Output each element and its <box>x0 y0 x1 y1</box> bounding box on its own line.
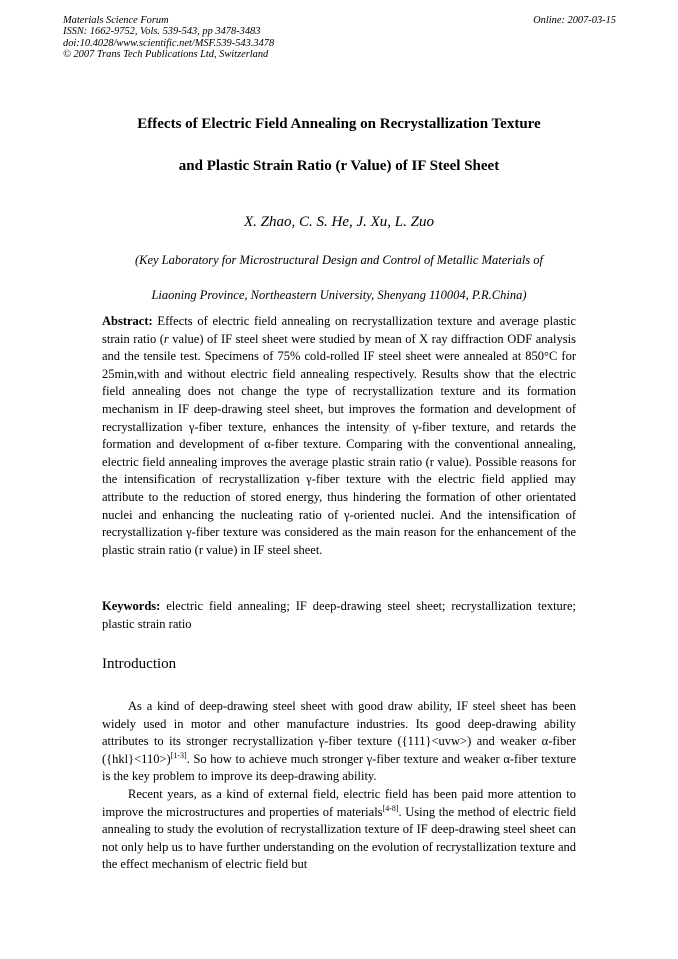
r-symbol: r <box>163 331 169 346</box>
citation-1-3: [1-3] <box>170 750 187 760</box>
abstract-text-1: Effects of electric field annealing on recrystallization texture and average plastic strain ratio ( <box>102 314 576 346</box>
keywords-text: electric field annealing; IF deep-drawing steel sheet; recrystallization texture; plastic strain ratio <box>102 599 576 631</box>
publication-header <box>63 15 274 61</box>
abstract-label: Abstract: <box>102 314 153 328</box>
journal-name: Materials Science Forum <box>63 15 169 26</box>
online-date: Online: 2007-03-15 <box>533 15 616 26</box>
keywords <box>102 598 576 633</box>
intro-p1-text-a: As a kind of deep-drawing steel sheet with good draw ability, IF steel sheet has been widely used in motor and other manufacture industries. Its good deep-drawing ability attributes to its stronger recrystallization γ-fiber texture ({111}<uvw>) and weaker α-fiber ({hkl}<110>) <box>102 699 576 766</box>
doi-line: doi:10.4028/www.scientific.net/MSF.539-543.3478 <box>63 37 275 49</box>
introduction-body <box>102 698 576 874</box>
affiliation-line-1: (Key Laboratory for Microstructural Design and Control of Metallic Materials of <box>134 253 544 267</box>
abstract-text-2: value) of IF steel sheet were studied by mean of X ray diffraction ODF analysis and the tensile test. Specimens of 75% cold-rolled IF steel sheet were annealed at 850°C for 25min,with and without electric field annealing respectively. Results show that the electric field annealing does not change the type of recrystallization texture and its formation mechanism in IF deep-drawing steel sheet, but improves the formation and development of recrystallization γ-fiber texture, enhances the intensity of γ-fiber texture, and retards the formation and development of α-fiber texture. Comparing with the conventional annealing, electric field annealing improves the average plastic strain ratio (r value). Possible reasons for the intensification of recrystallization γ-fiber texture with the electric field applied may attribute to the reduction of stored energy, thus hindering the formation of other orientated nuclei and enhancing the nucleating ratio of γ-oriented nuclei. And the intensification of recrystallization γ-fiber texture was considered as the main reason for the enhancement of the plastic strain ratio (r value) in IF steel sheet. <box>102 331 576 557</box>
issn-line: ISSN: 1662-9752, Vols. 539-543, pp 3478-3483 <box>63 26 261 38</box>
intro-paragraph-1 <box>102 698 576 786</box>
paper-title-line-1: Effects of Electric Field Annealing on Recrystallization Texture <box>137 116 541 132</box>
citation-4-8: [4-8] <box>382 803 399 813</box>
paper-title-line-2: and Plastic Strain Ratio (r Value) of IF Steel Sheet <box>178 158 500 174</box>
copyright-line: © 2007 Trans Tech Publications Ltd, Switzerland <box>63 49 269 61</box>
intro-p2-text-a: Recent years, as a kind of external field, electric field has been paid more attention to improve the microstructures and properties of materials <box>102 786 576 819</box>
affiliation-line-2: Liaoning Province, Northeastern University, Shenyang 110004, P.R.China) <box>151 288 527 302</box>
intro-p1-text-b: . So how to achieve much stronger γ-fiber texture and weaker α-fiber texture is the key problem to improve its deep-drawing ability. <box>102 751 576 784</box>
intro-p2-text-b: . Using the method of electric field annealing to study the evolution of recrystallization texture of IF deep-drawing steel sheet can not only help us to have further understanding on the evolution of recrystallization texture and the effect mechanism of electric field but <box>102 804 576 872</box>
abstract <box>102 313 576 559</box>
section-heading-introduction: Introduction <box>102 656 177 672</box>
authors: X. Zhao, C. S. He, J. Xu, L. Zuo <box>243 214 434 230</box>
keywords-label: Keywords: <box>102 599 161 613</box>
intro-paragraph-2 <box>102 786 576 874</box>
